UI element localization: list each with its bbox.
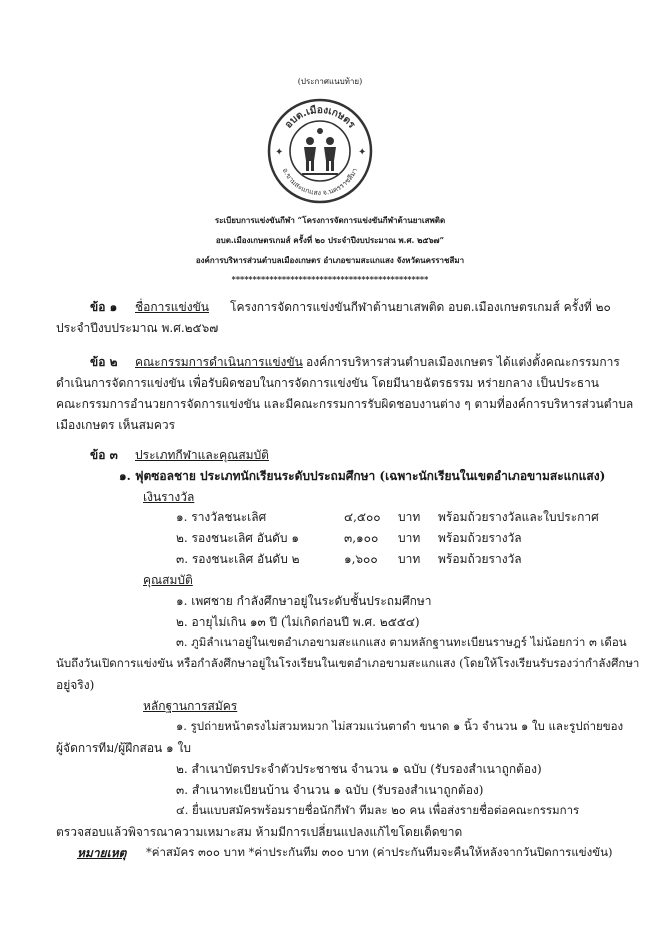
clause-1-title: ชื่อการแข่งขัน <box>135 300 210 314</box>
document-3: ๓. สำเนาทะเบียนบ้าน จำนวน ๑ ฉบับ (รับรองสำเนาถูกต้อง) <box>176 783 484 797</box>
clause-2-text-3: คณะกรรมการอำนวยการจัดการแข่งขัน และมีคณะกรรมการรับผิดชอบงานต่าง ๆ ตามที่องค์การบริหารส่วนตำบล <box>56 397 634 411</box>
document-2: ๒. สำเนาบัตรประจำตัวประชาชน จำนวน ๑ ฉบับ (รับรองสำเนาถูกต้อง) <box>176 762 542 776</box>
header-separator: *********************************************** <box>231 274 429 284</box>
prize-rank-2: ๒. รองชนะเลิศ อันดับ ๑ <box>176 531 299 545</box>
qualification-3-end: อยู่จริง) <box>56 678 95 692</box>
document-1-cont: ผู้จัดการทีม/ผู้ฝึกสอน ๑ ใบ <box>56 741 191 755</box>
documents-heading: หลักฐานการสมัคร <box>143 699 238 713</box>
prize-rank-3: ๓. รองชนะเลิศ อันดับ ๒ <box>176 552 300 566</box>
header-line-2: อบต.เมืองเกษตรเกมส์ ครั้งที่ ๒๐ ประจำปีงบประมาณ พ.ศ. ๒๕๖๗” <box>215 235 445 245</box>
prize-unit-1: บาท <box>398 510 421 524</box>
qualification-1: ๑. เพศชาย กำลังศึกษาอยู่ในระดับชั้นประถมศึกษา <box>176 594 432 608</box>
header-line-1: ระเบียบการแข่งขันกีฬา “โครงการจัดการแข่งขันกีฬาต้านยาเสพติด <box>214 215 446 225</box>
prize-amount-1: ๔,๕๐๐ <box>344 510 381 524</box>
document-1: ๑. รูปถ่ายหน้าตรงไม่สวมหมวก ไม่สวมแว่นตาดำ ขนาด ๑ นิ้ว จำนวน ๑ ใบ และรูปถ่ายของ <box>176 719 624 733</box>
note-label: หมายเหตุ <box>77 846 127 860</box>
prize-extra-2: พร้อมถ้วยรางวัล <box>438 531 522 545</box>
prize-extra-1: พร้อมถ้วยรางวัลและใบประกาศ <box>438 510 599 524</box>
annex-label: (ประกาศแนบท้าย) <box>297 77 363 86</box>
organization-seal-logo <box>266 97 374 205</box>
qualification-3-cont: นับถึงวันเปิดการแข่งขัน หรือกำลังศึกษาอยู่ในโรงเรียนในเขตอำเภอขามสะแกแสง (โดยให้โรงเรียนรับรองว่ากำลังศึกษา <box>56 656 640 670</box>
note-text: *ค่าสมัคร ๓๐๐ บาท *ค่าประกันทีม ๓๐๐ บาท (ค่าประกันทีมจะคืนให้หลังจากวันปิดการแข่งขัน) <box>146 845 613 859</box>
document-4: ๔. ยื่นแบบสมัครพร้อมรายชื่อนักกีฬา ทีมละ ๒๐ คน เพื่อส่งรายชื่อต่อคณะกรรมการ <box>176 803 580 817</box>
document-4-cont: ตรวจสอบแล้วพิจารณาความเหมาะสม ห้ามมีการเปลี่ยนแปลงแก้ไขโดยเด็ดขาด <box>56 825 463 839</box>
clause-1-text-cont: ประจำปีงบประมาณ พ.ศ.๒๕๖๗ <box>56 321 219 335</box>
clause-2-text-1: องค์การบริหารส่วนตำบลเมืองเกษตร ได้แต่งตั้งคณะกรรมการ <box>306 355 620 369</box>
svg-text:✦: ✦ <box>358 147 367 158</box>
qualification-2: ๒. อายุไม่เกิน ๑๓ ปี (ไม่เกิดก่อนปี พ.ศ. ๒๕๕๔) <box>176 615 420 629</box>
clause-1-text: โครงการจัดการแข่งขันกีฬาต้านยาเสพติด อบต.เมืองเกษตรเกมส์ ครั้งที่ ๒๐ <box>230 300 611 314</box>
clause-2-text-2: ดำเนินการจัดการแข่งขัน เพื่อรับผิดชอบในการจัดการแข่งขัน โดยมีนายฉัตรธรรม หร่ายกลาง เป็นประธาน <box>56 376 600 390</box>
svg-text:อ.ขามสะแกแสง จ.นครราชสีมา: อ.ขามสะแกแสง จ.นครราชสีมา <box>280 166 360 198</box>
clause-2-title: คณะกรรมการดำเนินการแข่งขัน <box>135 355 303 369</box>
qualification-heading: คุณสมบัติ <box>143 573 193 587</box>
header-line-3: องค์การบริหารส่วนตำบลเมืองเกษตร อำเภอขามสะแกแสง จังหวัดนครราชสีมา <box>195 255 465 265</box>
prize-unit-2: บาท <box>398 531 421 545</box>
prize-heading: เงินรางวัล <box>143 490 195 504</box>
svg-text:✦: ✦ <box>275 147 284 158</box>
prize-amount-3: ๑,๖๐๐ <box>344 552 378 566</box>
clause-1-number: ข้อ ๑ <box>90 300 118 314</box>
sport-category: ๑. ฟุตซอลชาย ประเภทนักเรียนระดับประถมศึกษา (เฉพาะนักเรียนในเขตอำเภอขามสะแกแสง) <box>119 469 606 483</box>
prize-unit-3: บาท <box>398 552 421 566</box>
qualification-3: ๓. ภูมิลำเนาอยู่ในเขตอำเภอขามสะแกแสง ตามหลักฐานทะเบียนราษฎร์ ไม่น้อยกว่า ๓ เดือน <box>176 635 627 649</box>
clause-2-text-4: เมืองเกษตร เห็นสมควร <box>56 418 176 432</box>
clause-2-number: ข้อ ๒ <box>90 355 118 369</box>
prize-extra-3: พร้อมถ้วยรางวัล <box>438 552 522 566</box>
svg-text:อบต.เมืองเกษตร: อบต.เมืองเกษตร <box>283 104 357 131</box>
prize-rank-1: ๑. รางวัลชนะเลิศ <box>176 510 267 524</box>
clause-3-title: ประเภทกีฬาและคุณสมบัติ <box>135 448 269 462</box>
clause-3-number: ข้อ ๓ <box>90 448 118 462</box>
prize-amount-2: ๓,๑๐๐ <box>344 531 379 545</box>
